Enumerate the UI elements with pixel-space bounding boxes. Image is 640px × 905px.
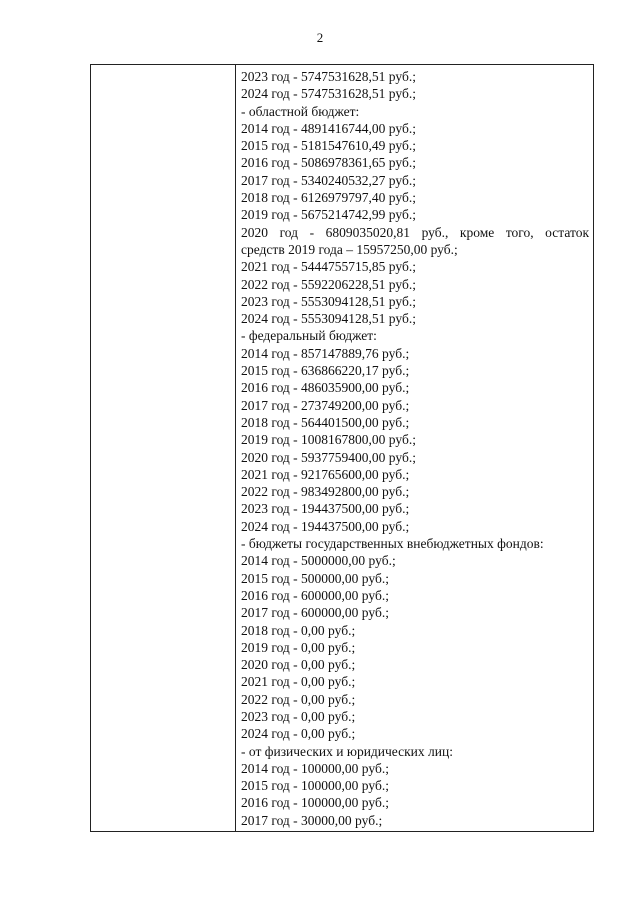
section-heading-extrabudgetary-funds: - бюджеты государственных внебюджетных фондов: bbox=[241, 536, 544, 552]
funding-line: 2014 год - 4891416744,00 руб.; bbox=[241, 120, 416, 136]
table-left-cell bbox=[91, 65, 236, 831]
funding-line: 2015 год - 500000,00 руб.; bbox=[241, 570, 389, 586]
funding-line: 2020 год - 5937759400,00 руб.; bbox=[241, 449, 416, 465]
funding-line: 2017 год - 600000,00 руб.; bbox=[241, 605, 389, 621]
funding-line: 2016 год - 486035900,00 руб.; bbox=[241, 380, 410, 396]
funding-line: 2016 год - 600000,00 руб.; bbox=[241, 587, 389, 603]
funding-line: 2024 год - 194437500,00 руб.; bbox=[241, 518, 410, 534]
section-heading-federal-budget: - федеральный бюджет: bbox=[241, 328, 377, 344]
funding-line: 2022 год - 0,00 руб.; bbox=[241, 691, 356, 707]
funding-line: 2019 год - 5675214742,99 руб.; bbox=[241, 207, 416, 223]
funding-line: 2015 год - 636866220,17 руб.; bbox=[241, 363, 410, 379]
funding-line: 2016 год - 100000,00 руб.; bbox=[241, 795, 389, 811]
funding-line: средств 2019 года – 15957250,00 руб.; bbox=[241, 241, 458, 257]
page-number: 2 bbox=[316, 30, 324, 45]
funding-line: 2022 год - 983492800,00 руб.; bbox=[241, 484, 410, 500]
funding-line: 2020 год - 6809035020,81 руб., кроме того, остаток bbox=[241, 224, 589, 240]
funding-line: 2023 год - 5747531628,51 руб.; bbox=[241, 69, 416, 84]
funding-line: 2015 год - 100000,00 руб.; bbox=[241, 778, 389, 794]
funding-line: 2018 год - 0,00 руб.; bbox=[241, 622, 356, 638]
section-heading-regional-budget: - областной бюджет: bbox=[241, 103, 360, 119]
table-right-cell bbox=[236, 65, 593, 831]
funding-line: 2017 год - 5340240532,27 руб.; bbox=[241, 172, 416, 188]
funding-line: 2014 год - 5000000,00 руб.; bbox=[241, 553, 396, 569]
funding-line: 2018 год - 564401500,00 руб.; bbox=[241, 414, 410, 430]
funding-line: 2016 год - 5086978361,65 руб.; bbox=[241, 155, 416, 171]
funding-line: 2019 год - 0,00 руб.; bbox=[241, 639, 356, 655]
funding-table bbox=[90, 64, 594, 832]
funding-line: 2024 год - 5553094128,51 руб.; bbox=[241, 311, 416, 327]
funding-line: 2021 год - 0,00 руб.; bbox=[241, 674, 356, 690]
funding-line: 2022 год - 5592206228,51 руб.; bbox=[241, 276, 416, 292]
funding-line: 2014 год - 100000,00 руб.; bbox=[241, 760, 389, 776]
funding-line: 2021 год - 5444755715,85 руб.; bbox=[241, 259, 416, 275]
funding-line: 2019 год - 1008167800,00 руб.; bbox=[241, 432, 416, 448]
funding-line: 2014 год - 857147889,76 руб.; bbox=[241, 345, 410, 361]
funding-line: 2023 год - 5553094128,51 руб.; bbox=[241, 293, 416, 309]
funding-line: 2024 год - 0,00 руб.; bbox=[241, 726, 356, 742]
funding-line: 2023 год - 0,00 руб.; bbox=[241, 708, 356, 724]
section-heading-individuals-and-legal-entities: - от физических и юридических лиц: bbox=[241, 743, 453, 759]
funding-line: 2017 год - 30000,00 руб.; bbox=[241, 812, 383, 828]
funding-line: 2018 год - 6126979797,40 руб.; bbox=[241, 190, 416, 206]
funding-line: 2023 год - 194437500,00 руб.; bbox=[241, 501, 410, 517]
funding-line: 2020 год - 0,00 руб.; bbox=[241, 657, 356, 673]
funding-line: 2024 год - 5747531628,51 руб.; bbox=[241, 86, 416, 102]
funding-line: 2021 год - 921765600,00 руб.; bbox=[241, 466, 410, 482]
funding-line: 2017 год - 273749200,00 руб.; bbox=[241, 397, 410, 413]
funding-line: 2015 год - 5181547610,49 руб.; bbox=[241, 138, 416, 154]
